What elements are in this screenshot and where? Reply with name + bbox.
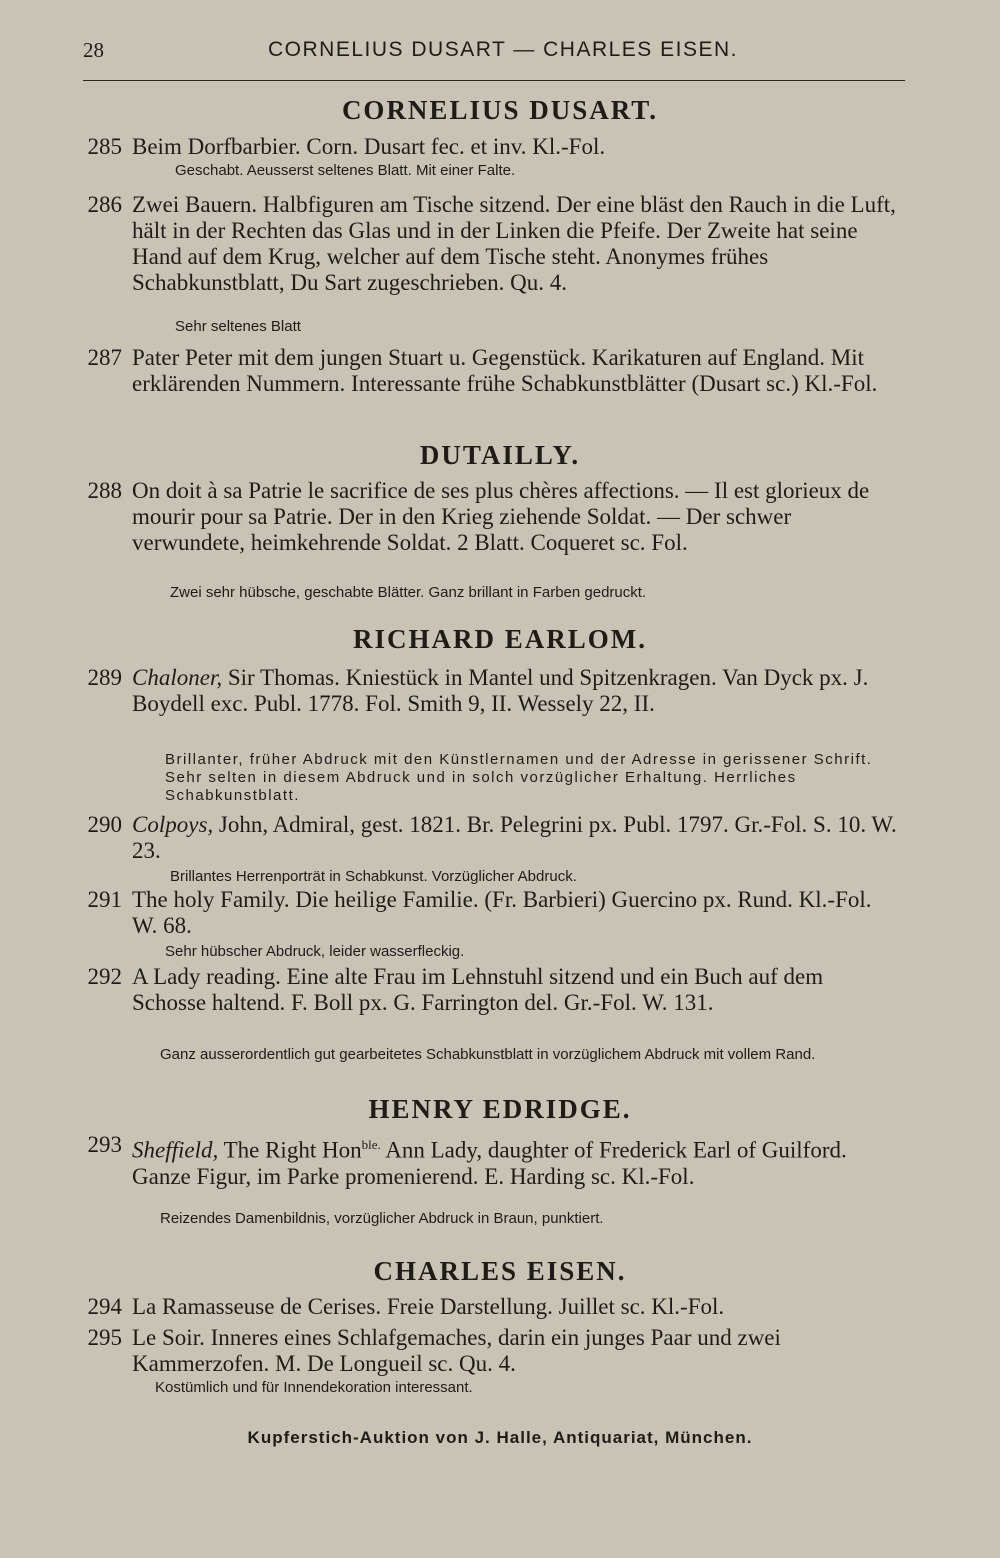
header-rule — [83, 80, 905, 81]
section-heading-dutailly: DUTAILLY. — [419, 440, 581, 470]
sitter-name: Sheffield, — [132, 1137, 219, 1163]
artist-name: Colpoys, — [132, 812, 214, 837]
entry-number: 295 — [87, 1325, 122, 1350]
entry-number: 294 — [87, 1294, 122, 1319]
entry-note: Brillantes Herrenporträt in Schabkunst. Vorzüglicher Abdruck. — [170, 868, 577, 885]
entry-text: Beim Dorfbarbier. Corn. Dusart fec. et inv. Kl.-Fol. — [132, 134, 606, 159]
entry-text: Le Soir. Inneres eines Schlafgemaches, darin ein junges Paar und zwei Kammerzofen. M. De Longueil sc. Qu. 4. — [132, 1325, 781, 1376]
entry-text: On doit à sa Patrie le sacrifice de ses plus chères affections. — Il est glorieux de mourir pour sa Patrie. Der in den Krieg ziehende Soldat. — Der schwer verwundete, heimkehrende Soldat. 2 Blatt. Coqueret sc. Fol. — [132, 478, 870, 555]
entry-note: Sehr hübscher Abdruck, leider wasserfleckig. — [165, 943, 465, 960]
entry-note: Kostümlich und für Innendekoration interessant. — [155, 1379, 473, 1396]
entry-text — [132, 1132, 902, 1190]
entry-number: 293 — [87, 1132, 122, 1157]
page-number: 28 — [83, 38, 104, 62]
entry-note: Brillanter, früher Abdruck mit den Künstlernamen und der Adresse in gerissener Schrift. Sehr selten in diesem Abdruck und in solch vorzüglicher Erhaltung. Herrliches Schabkunstblatt. — [165, 751, 873, 804]
page-footer: Kupferstich-Auktion von J. Halle, Antiquariat, München. — [247, 1428, 753, 1447]
entry-text: A Lady reading. Eine alte Frau im Lehnstuhl sitzend und ein Buch auf dem Schosse haltend. F. Boll px. G. Farrington del. Gr.-Fol. W. 131. — [132, 964, 824, 1015]
entry-note: Sehr seltenes Blatt — [175, 318, 301, 335]
entry-number: 291 — [87, 887, 122, 912]
entry-note: Geschabt. Aeusserst seltenes Blatt. Mit einer Falte. — [175, 162, 516, 179]
entry-text — [132, 665, 902, 717]
entry-text: Zwei Bauern. Halbfiguren am Tische sitzend. Der eine bläst den Rauch in die Luft, hält in der Rechten das Glas und in der Linken die Pfeife. Der Zweite hat seine Hand auf dem Krug, welcher auf dem Tische steht. Anonymes frühes Schabkunstblatt, Du Sart zugeschrieben. Qu. 4. — [132, 192, 896, 295]
entry-description: Sir Thomas. Kniestück in Mantel und Spitzenkragen. Van Dyck px. J. Boydell exc. Publ. 1778. Fol. Smith 9, II. Wessely 22, II. — [132, 665, 869, 716]
entry-description-title: The Right Hon — [223, 1137, 362, 1163]
entry-text: La Ramasseuse de Cerises. Freie Darstellung. Juillet sc. Kl.-Fol. — [132, 1294, 725, 1319]
entry-note: Zwei sehr hübsche, geschabte Blätter. Ganz brillant in Farben gedruckt. — [170, 584, 647, 601]
entry-note: Reizendes Damenbildnis, vorzüglicher Abdruck in Braun, punktiert. — [160, 1210, 604, 1227]
entry-number: 290 — [87, 812, 122, 837]
entry-number: 286 — [87, 192, 122, 217]
section-heading-edridge: HENRY EDRIDGE. — [368, 1094, 632, 1124]
entry-description: John, Admiral, gest. 1821. Br. Pelegrini px. Publ. 1797. Gr.-Fol. S. 10. W. 23. — [132, 812, 897, 863]
artist-name: Chaloner, — [132, 665, 223, 690]
entry-text: Pater Peter mit dem jungen Stuart u. Gegenstück. Karikaturen auf England. Mit erklärenden Nummern. Interessante frühe Schabkunstblätter (Dusart sc.) Kl.-Fol. — [132, 345, 878, 396]
entry-number: 288 — [87, 478, 122, 503]
entry-description: Ann Lady, daughter of Frederick Earl of Guilford. Ganze Figur, im Parke promenierend. E. Harding sc. Kl.-Fol. — [132, 1137, 847, 1189]
section-heading-eisen: CHARLES EISEN. — [373, 1256, 627, 1286]
honorific-superscript: ble. — [361, 1137, 381, 1152]
section-heading-dusart: CORNELIUS DUSART. — [341, 95, 659, 125]
entry-note: Ganz ausserordentlich gut gearbeitetes Schabkunstblatt in vorzüglichem Abdruck mit vollem Rand. — [160, 1046, 816, 1063]
entry-number: 287 — [87, 345, 122, 370]
entry-text — [132, 812, 902, 864]
entry-number: 285 — [87, 134, 122, 159]
entry-number: 289 — [87, 665, 122, 690]
section-heading-earlom: RICHARD EARLOM. — [352, 624, 647, 654]
entry-number: 292 — [87, 964, 122, 989]
running-title: CORNELIUS DUSART — CHARLES EISEN. — [268, 38, 738, 61]
entry-text: The holy Family. Die heilige Familie. (Fr. Barbieri) Guercino px. Rund. Kl.-Fol. W. 68. — [132, 887, 872, 938]
